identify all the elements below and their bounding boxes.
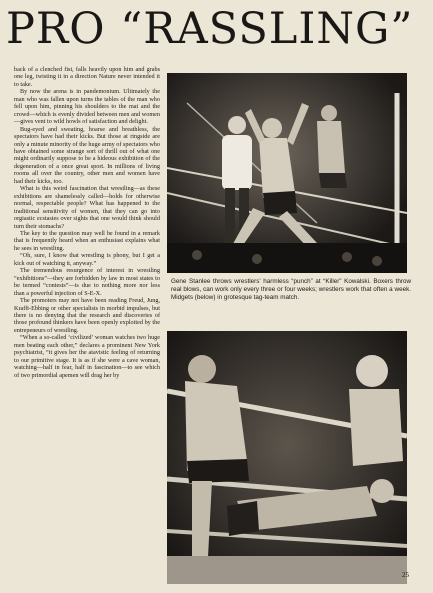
article-body-column xyxy=(14,66,160,571)
body-paragraph: “When a so-called ‘civilized’ woman watches two huge men beating each other,” declares a prominent New York psychiatrist, “it gives her the atavistic feeling of returning to our primitive stage. It is as if she were a cave woman, watching—half in fear, half in fascination—to see which of two primordial apemen will drag her by xyxy=(14,334,160,379)
page-headline: PRO “RASSLING” xyxy=(6,4,414,54)
body-paragraph: The tremendous resurgence of interest in wrestling “exhibitions”—they are forbidden by law in most states to be termed “contests”—is due to nothing more nor less than a powerful injection of S-E-X. xyxy=(14,267,160,297)
wrestling-photo-top xyxy=(167,73,407,273)
body-paragraph: The key to the question may well be found in a remark that is frequently heard when an enthusiast explains what he sees in wrestling. xyxy=(14,229,160,252)
page-number: 25 xyxy=(402,571,409,579)
body-paragraph: By now the arena is in pandemonium. Ultimately the man who was fallen upon turns the tables of the man who fell upon him, pinning his shoulders to the mat and the crowd—which is evenly divided between men and women—gives vent to wild howls of satisfaction and delight. xyxy=(14,88,160,126)
wrestling-photo-bottom xyxy=(167,331,407,584)
body-paragraph: back of a clenched fist, falls heavily upon him and grabs one leg, twisting it in a direction Nature never intended it to take. xyxy=(14,66,160,88)
photo-caption: Gene Stanlee throws wrestlers’ harmless “punch” at “Killer” Kowalski. Boxers throw real blows, can work only every three or four weeks; wrestlers work that often a week. Midgets (below) in grotesque tag-team match. xyxy=(171,278,411,301)
body-paragraph: Bug-eyed and sweating, hoarse and breathless, the spectators have had their kicks. But those at ringside are only a minute minority of the huge army of spectators who have obtained some strange sort of thrill out of what one might ordinarily suppose to be a hideous exhibition of the degeneration of a once great sport. In millions of living rooms all over the country, other men and women have had their kicks, too. xyxy=(14,125,160,185)
body-paragraph: The promoters may not have been reading Freud, Jung, Krafft-Ebbing or other specialists in morbid impulses, but there is no denying that the research and discoveries of those profound thinkers have been openly exploited by the entrepeneurs of wrestling. xyxy=(14,297,160,334)
body-paragraph: What is this weird fascination that wrestling—as these exhibitions are shamelessly called—holds for otherwise normal, respectable people? What has happened to the traditional sensitivity of women, that they can go into orgiastic ecstasies over sights that one would think should turn their stomachs? xyxy=(14,185,160,230)
body-paragraph: “Oh, sure, I know that wrestling is phony, but I get a kick out of watching it, anyway.” xyxy=(14,252,160,267)
